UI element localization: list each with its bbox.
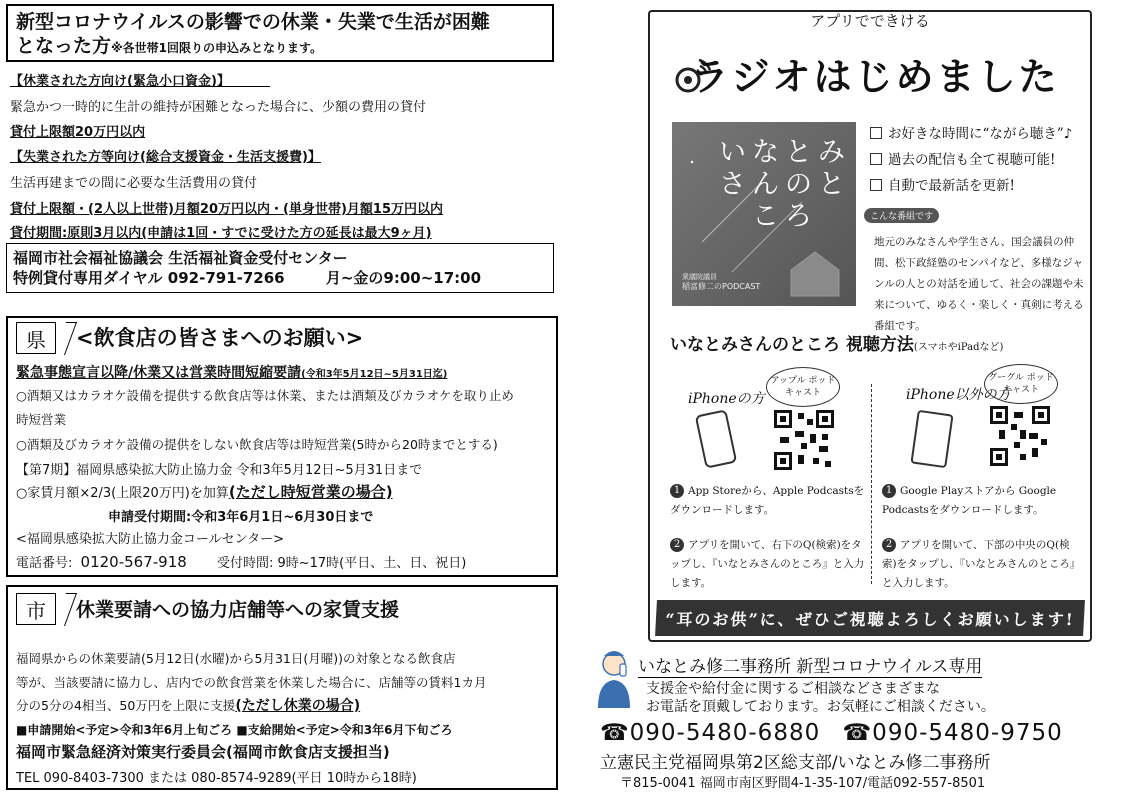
city-body1: 福岡県からの休業要請(5月12日(水曜)から5月31日(月曜))の対象となる飲食店	[16, 651, 456, 666]
other-label: iPhone以外の方	[906, 387, 1011, 403]
program-label: こんな番組です	[864, 208, 939, 223]
request-item1-cont: 時短営業	[16, 412, 67, 427]
step-and-2: アプリを開いて、下部の中央のQ(検索)をタップし、『いなとみさんのところ』と入力します。	[882, 539, 1081, 589]
qr-code-icon[interactable]	[990, 406, 1050, 466]
notice-title-box	[6, 4, 554, 62]
apply-period: 申請受付期間:令和3年6月1日~6月30日まで	[108, 510, 374, 525]
city-body2: 等が、当該要請に協力し、店内での飲食営業を休業した場合に、店舗等の賃料1カ月	[16, 675, 487, 690]
checkbox-icon	[870, 153, 882, 165]
city-committee: 福岡市緊急経済対策実行委員会(福岡市飲食店支援担当)	[16, 743, 390, 761]
step-number-icon: 2	[670, 538, 684, 552]
cover-sub-small: 衆議院議員	[682, 273, 717, 281]
request-period: (令和3年5月12日~5月31日迄)	[301, 369, 448, 380]
request-heading: 緊急事態宣言以降/休業又は営業時間短縮要請	[16, 365, 302, 381]
city-schedule: ■申請開始<予定>令和3年6月上旬ごろ ■支給開始<予定>令和3年6月下旬ごろ	[16, 723, 453, 737]
radio-title: ラジオはじめました	[690, 54, 1060, 99]
step-number-icon: 2	[882, 538, 896, 552]
loan2-period: 貸付期間:原則3月以内(申請は1回・すでに受けた方の延長は最大9ヶ月)	[10, 226, 432, 241]
contact-hours: 月~金の9:00~17:00	[325, 269, 482, 287]
pref-phone-label: 電話番号:	[16, 556, 73, 571]
google-podcast-bubble: グーグル ポッドキャスト	[984, 364, 1058, 404]
step-ios-2: アプリを開いて、右下のQ(検索)をタップし、『いなとみさんのところ』と入力します。	[670, 539, 865, 589]
step-and-1: Google Playストアから Google Podcastsをダウンロードします。	[882, 485, 1057, 516]
how-note: (スマホやiPadなど)	[913, 342, 1004, 353]
notice-title-line1: 新型コロナウイルスの影響での休業・失業で生活が困難	[16, 11, 490, 33]
office-org: 立憲民主党福岡県第2区総支部/いなとみ修二事務所	[600, 753, 991, 773]
radio-poster	[648, 10, 1092, 642]
pref-hours: 受付時間: 9時~17時(平日、土、日、祝日)	[216, 556, 467, 571]
office-section	[596, 650, 1116, 794]
loan-contact-box	[6, 243, 554, 293]
tablet-icon	[910, 410, 953, 468]
qr-code-icon[interactable]	[774, 410, 834, 470]
step-number-icon: 1	[670, 484, 684, 498]
pref-phone: 0120-567-918	[80, 553, 187, 571]
how-title: いなとみさんのところ 視聴方法	[670, 335, 914, 355]
program-desc: 地元のみなさんや学生さん、国会議員の仲間、松下政経塾のセンパイなど、多様なジャンルの人との対話を通して、社会の課題や未来について、ゆるく・楽しく・真剣に考える番組です。	[874, 236, 1084, 332]
office-name: いなとみ修二事務所 新型コロナウイルス専用	[638, 652, 982, 678]
call-center: <福岡県感染拡大防止協力金コールセンター>	[16, 532, 285, 547]
contact-dial-label: 特例貸付専用ダイヤル	[13, 269, 163, 287]
notice-title-note: ※各世帯1回限りの申込みとなります。	[111, 41, 323, 55]
office-desc1: 支援金や給付金に関するご相談などさまざまな	[646, 681, 940, 697]
checkbox-icon	[870, 127, 882, 139]
how-divider	[871, 384, 872, 584]
house-icon	[787, 248, 843, 298]
loan1-limit: 貸付上限額20万円以内	[10, 125, 146, 140]
request-item2: ○酒類及びカラオケ設備の提供をしない飲食店等は時短営業(5時から20時までとする)	[16, 437, 498, 452]
support-condition: (ただし時短営業の場合)	[228, 483, 393, 501]
checkbox-icon	[870, 179, 882, 191]
support-rent: ○家賃月額×2/3(上限20万円)を加算	[16, 486, 229, 501]
city-body3: 分の5分の4相当、50万円を上限に支援	[16, 698, 236, 713]
city-tel: TEL 090-8403-7300 または 080-8574-9289(平日 10時から18時)	[16, 771, 417, 786]
phone-icon	[695, 409, 738, 468]
iphone-label: iPhoneの方	[688, 391, 765, 407]
city-body3-cond: (ただし休業の場合)	[235, 698, 361, 714]
loan2-heading: 【失業された方等向け(総合支援資金・生活支援費)】	[10, 150, 321, 165]
podcast-cover	[672, 122, 856, 306]
prefecture-section	[6, 316, 558, 577]
radio-kicker: アプリでできける	[800, 12, 939, 30]
contact-org: 福岡市社会福祉協議会 生活福祉資金受付センター	[13, 249, 348, 267]
person-phone-icon	[596, 650, 636, 710]
cover-title: いなとみさんのところ	[719, 137, 851, 232]
listen-banner: “耳のお供”に、ぜひご視聴よろしくお願いします!	[655, 600, 1085, 636]
loan2-limit: 貸付上限額・(2人以上世帯)月額20万円以内・(単身世帯)月額15万円以内	[10, 202, 443, 217]
loan1-desc: 緊急かつ一時的に生計の維持が困難となった場合に、少額の費用の貸付	[10, 100, 427, 115]
city-tag: 市	[16, 593, 56, 625]
notice-title-line2: となった方	[16, 35, 112, 57]
prefecture-title: <飲食店の皆さまへのお願い>	[76, 326, 364, 350]
contact-dial: 092-791-7266	[167, 269, 285, 287]
support-phase: 【第7期】福岡県感染拡大防止協力金 令和3年5月12日~5月31日まで	[16, 463, 423, 478]
feature-1: お好きな時間に“ながら聴き”♪	[888, 126, 1073, 142]
office-desc2: お電話を頂戴しております。お気軽にご相談ください。	[646, 699, 995, 715]
cover-sub: 稲富修二のPODCAST	[682, 282, 761, 291]
loan2-desc: 生活再建までの間に必要な生活費用の貸付	[10, 176, 258, 191]
prefecture-tag: 県	[16, 322, 56, 354]
step-ios-1: App Storeから、Apple Podcastsをダウンロードします。	[670, 485, 865, 516]
feature-2: 過去の配信も全て視聴可能!	[888, 152, 1056, 168]
feature-3: 自動で最新話を更新!	[888, 178, 1015, 194]
loan1-heading-underline	[10, 70, 270, 87]
city-title: 休業要請への協力店舗等への家賃支援	[76, 599, 400, 621]
loan1-heading: 【休業された方向け(緊急小口資金)】	[10, 74, 230, 89]
apple-podcast-bubble: アップル ポッドキャスト	[766, 367, 840, 407]
office-phone2[interactable]: ☎090-5480-9750	[842, 720, 1063, 746]
city-section	[6, 585, 558, 790]
step-number-icon: 1	[882, 484, 896, 498]
office-phone1[interactable]: ☎090-5480-6880	[600, 720, 821, 746]
office-addr: 〒815-0041 福岡市南区野間4-1-35-107/電話092-557-8501	[620, 776, 986, 791]
request-item1: ○酒類又はカラオケ設備を提供する飲食店等は休業、または酒類及びカラオケを取り止め	[16, 388, 514, 403]
